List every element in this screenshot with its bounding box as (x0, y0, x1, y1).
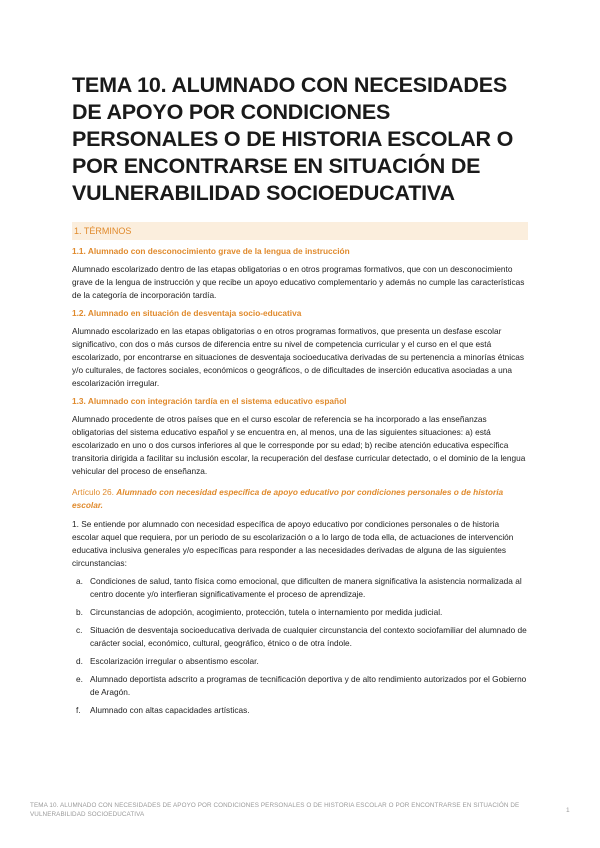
list-item-label: c. (76, 625, 83, 635)
subsection-heading: 1.2. Alumnado en situación de desventaja socio-educativa (72, 308, 302, 318)
list-item-label: d. (76, 656, 83, 666)
document-page (72, 72, 528, 722)
list-item-text: Condiciones de salud, tanto física como emocional, que dificulten de manera significativa la asistencia normalizada al centro docente y/o interfieran significativamente el proceso de aprendizaje. (90, 576, 522, 599)
subsection-heading: 1.1. Alumnado con desconocimiento grave de la lengua de instrucción (72, 246, 350, 256)
section-heading: 1. TÉRMINOS (72, 222, 528, 240)
list-item-text: Escolarización irregular o absentismo escolar. (90, 656, 259, 666)
list-item-label: f. (76, 705, 81, 715)
list-item (72, 704, 528, 717)
page-title: TEMA 10. ALUMNADO CON NECESIDADES DE APOYO POR CONDICIONES PERSONALES O DE HISTORIA ESCOLAR O POR ENCONTRARSE EN SITUACIÓN DE VULNERABILIDAD SOCIOEDUCATIVA (72, 73, 514, 205)
list-item-text: Alumnado con altas capacidades artísticas. (90, 705, 250, 715)
page-footer: TEMA 10. ALUMNADO CON NECESIDADES DE APOYO POR CONDICIONES PERSONALES O DE HISTORIA ESCOLAR O POR ENCONTRARSE EN SITUACIÓN DE VULNERABILIDAD SOCIOEDUCATIVA (30, 802, 520, 818)
list-item-text: Situación de desventaja socioeducativa derivada de cualquier circunstancia del contexto sociofamiliar del alumnado de carácter social, económico, cultural, geográfico, étnico o de otra índole. (90, 625, 527, 648)
subsection-text: Alumnado procedente de otros países que en el curso escolar de referencia se ha incorporado a las enseñanzas obligatorias del sistema educativo español y se encuentra en, al menos, una de las siguientes situaciones: a) está escolarizado en uno o dos cursos inferiores al que le corresponde por su edad; b) recibe atención educativa específica transitoria dirigida a facilitar su inclusión escolar, la recuperación del desfase curricular detectado, o el dominio de la lengua vehicular del proceso de enseñanza. (72, 414, 526, 476)
list-item-text: Circunstancias de adopción, acogimiento, protección, tutela o internamiento por medida judicial. (90, 607, 443, 617)
list-item (72, 606, 528, 619)
subsection-heading: 1.3. Alumnado con integración tardía en el sistema educativo español (72, 396, 347, 406)
subsection (72, 246, 528, 302)
list-item-label: e. (76, 674, 83, 684)
list-item (72, 655, 528, 668)
list-item (72, 575, 528, 601)
list-item-text: Alumnado deportista adscrito a programas de tecnificación deportiva y de alto rendimiento autorizados por el Gobierno de Aragón. (90, 674, 527, 697)
list-item (72, 624, 528, 650)
article-intro: 1. Se entiende por alumnado con necesidad específica de apoyo educativo por condiciones personales o de historia escolar aquel que requiera, por un periodo de su escolarización o a lo largo de toda ella, de actuaciones de intervención educativa inclusiva generales y/o específicas para responder a las necesidades derivadas de alguna de las siguientes circunstancias: (72, 519, 514, 568)
list-item-label: b. (76, 607, 83, 617)
article-title: Alumnado con necesidad específica de apoyo educativo por condiciones personales o de historia escolar. (72, 487, 504, 510)
subsection (72, 308, 528, 390)
circumstances-list (72, 575, 528, 717)
list-item-label: a. (76, 576, 83, 586)
list-item (72, 673, 528, 699)
subsection (72, 396, 528, 478)
article-number: Artículo 26. (72, 487, 114, 497)
subsection-text: Alumnado escolarizado dentro de las etapas obligatorias o en otros programas formativos, que con un desconocimiento grave de la lengua de instrucción y que recibe un apoyo educativo complementario y además no cumple las características de la categoría de incorporación tardía. (72, 264, 525, 300)
page-number: 1 (566, 807, 570, 814)
subsection-text: Alumnado escolarizado en las etapas obligatorias o en otros programas formativos, que presenta un desfase escolar significativo, con dos o más cursos de diferencia entre su nivel de competencia curricular y el curso en el que está escolarizado, por encontrarse en situaciones de desventaja socioeducativa derivadas de su pertenencia a minorías étnicas y/o culturales, de factores sociales, económicos o geográficos, o de dificultades de inserción educativa asociadas a una escolarización irregular. (72, 326, 524, 388)
article-heading (72, 486, 528, 512)
